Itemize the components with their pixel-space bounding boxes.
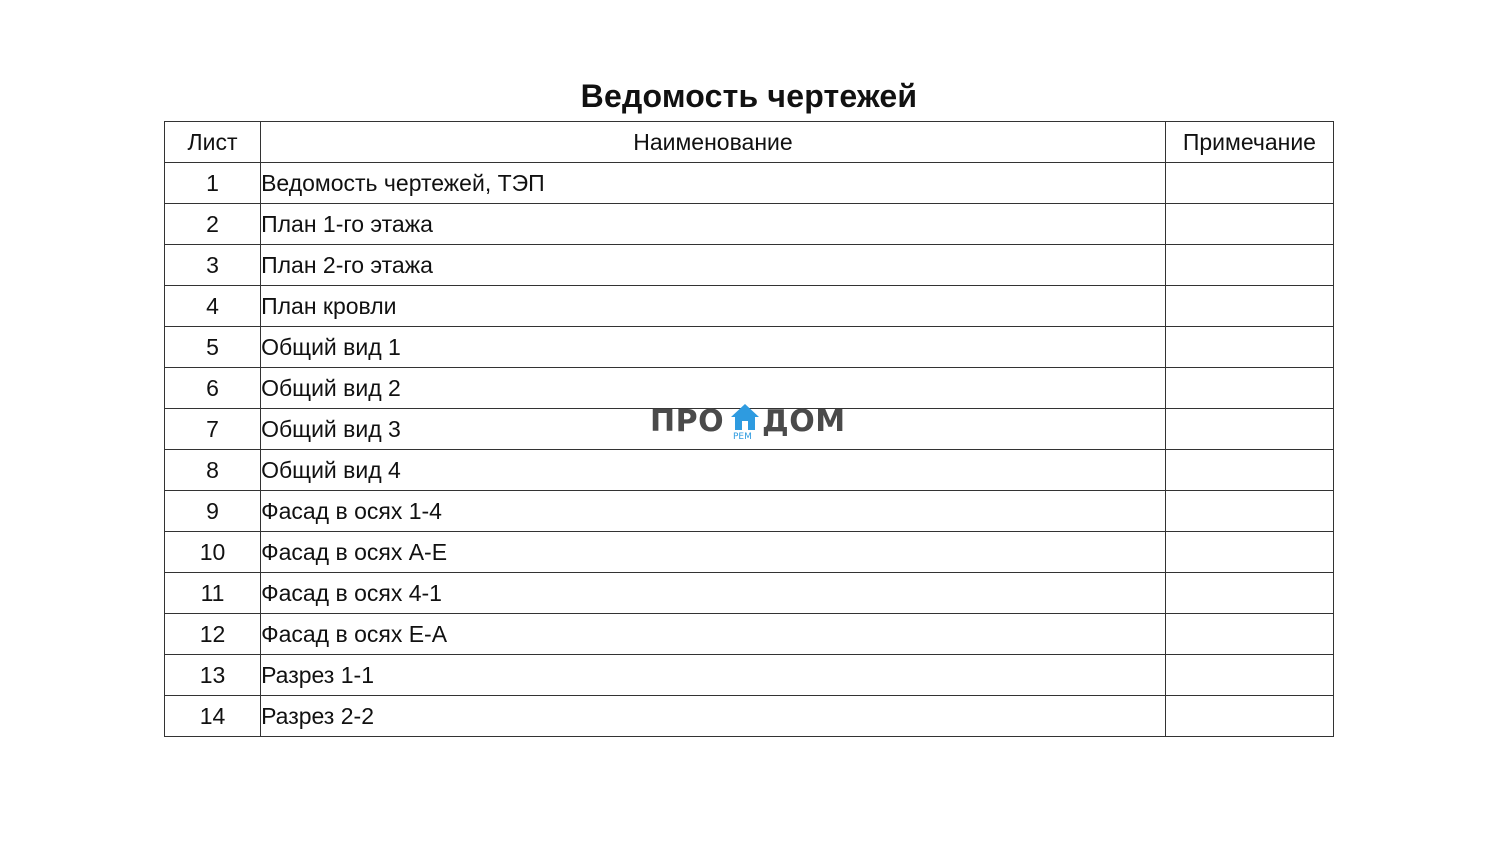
sheet-number-cell: 6 xyxy=(165,368,261,409)
sheet-number-cell: 3 xyxy=(165,245,261,286)
table-header-row xyxy=(165,122,1334,163)
drawing-name-cell: Ведомость чертежей, ТЭП xyxy=(261,163,1166,204)
table-row xyxy=(165,491,1334,532)
sheet-number-cell: 9 xyxy=(165,491,261,532)
drawing-name-cell: Фасад в осях Е-А xyxy=(261,614,1166,655)
note-cell xyxy=(1165,573,1333,614)
drawing-name-cell: Фасад в осях А-Е xyxy=(261,532,1166,573)
sheet-number-cell: 7 xyxy=(165,409,261,450)
note-cell xyxy=(1165,614,1333,655)
watermark-sub-text: РЕМ xyxy=(733,432,752,442)
drawing-name-cell: План 2-го этажа xyxy=(261,245,1166,286)
note-cell xyxy=(1165,327,1333,368)
table-row xyxy=(165,696,1334,737)
note-cell xyxy=(1165,696,1333,737)
drawing-name-cell: Разрез 1-1 xyxy=(261,655,1166,696)
drawing-name-cell: Фасад в осях 1-4 xyxy=(261,491,1166,532)
note-cell xyxy=(1165,204,1333,245)
drawing-name-cell: Общий вид 1 xyxy=(261,327,1166,368)
sheet-number-cell: 1 xyxy=(165,163,261,204)
sheet-number-cell: 12 xyxy=(165,614,261,655)
note-cell xyxy=(1165,286,1333,327)
page-title: Ведомость чертежей xyxy=(580,78,918,114)
table-row xyxy=(165,163,1334,204)
note-cell xyxy=(1165,163,1333,204)
table-row xyxy=(165,245,1334,286)
sheet-number-cell: 2 xyxy=(165,204,261,245)
sheet-number-cell: 14 xyxy=(165,696,261,737)
table-row xyxy=(165,286,1334,327)
header-note: Примечание xyxy=(1165,122,1333,163)
note-cell xyxy=(1165,655,1333,696)
note-cell xyxy=(1165,532,1333,573)
table-row xyxy=(165,450,1334,491)
table-row xyxy=(165,409,1334,450)
header-name: Наименование xyxy=(261,122,1166,163)
table-row xyxy=(165,655,1334,696)
drawing-name-cell: Общий вид 2 xyxy=(261,368,1166,409)
note-cell xyxy=(1165,245,1333,286)
table-row xyxy=(165,327,1334,368)
table-row xyxy=(165,573,1334,614)
table-row xyxy=(165,368,1334,409)
note-cell xyxy=(1165,409,1333,450)
drawing-name-cell: Разрез 2-2 xyxy=(261,696,1166,737)
drawing-name-cell: Общий вид 3 xyxy=(261,409,1166,450)
watermark-left-text: ПРО xyxy=(650,404,725,439)
sheet-number-cell: 10 xyxy=(165,532,261,573)
drawing-name-cell: План кровли xyxy=(261,286,1166,327)
sheet-number-cell: 4 xyxy=(165,286,261,327)
table-row xyxy=(165,204,1334,245)
watermark-right-text: ДОМ xyxy=(762,404,846,439)
drawing-name-cell: Общий вид 4 xyxy=(261,450,1166,491)
table-row xyxy=(165,532,1334,573)
note-cell xyxy=(1165,491,1333,532)
note-cell xyxy=(1165,368,1333,409)
drawing-name-cell: План 1-го этажа xyxy=(261,204,1166,245)
sheet-number-cell: 5 xyxy=(165,327,261,368)
table-row xyxy=(165,614,1334,655)
drawings-table xyxy=(164,121,1334,737)
drawing-name-cell: Фасад в осях 4-1 xyxy=(261,573,1166,614)
table-body xyxy=(165,163,1334,737)
sheet-number-cell: 8 xyxy=(165,450,261,491)
sheet-number-cell: 13 xyxy=(165,655,261,696)
header-sheet: Лист xyxy=(165,122,261,163)
note-cell xyxy=(1165,450,1333,491)
sheet-number-cell: 11 xyxy=(165,573,261,614)
